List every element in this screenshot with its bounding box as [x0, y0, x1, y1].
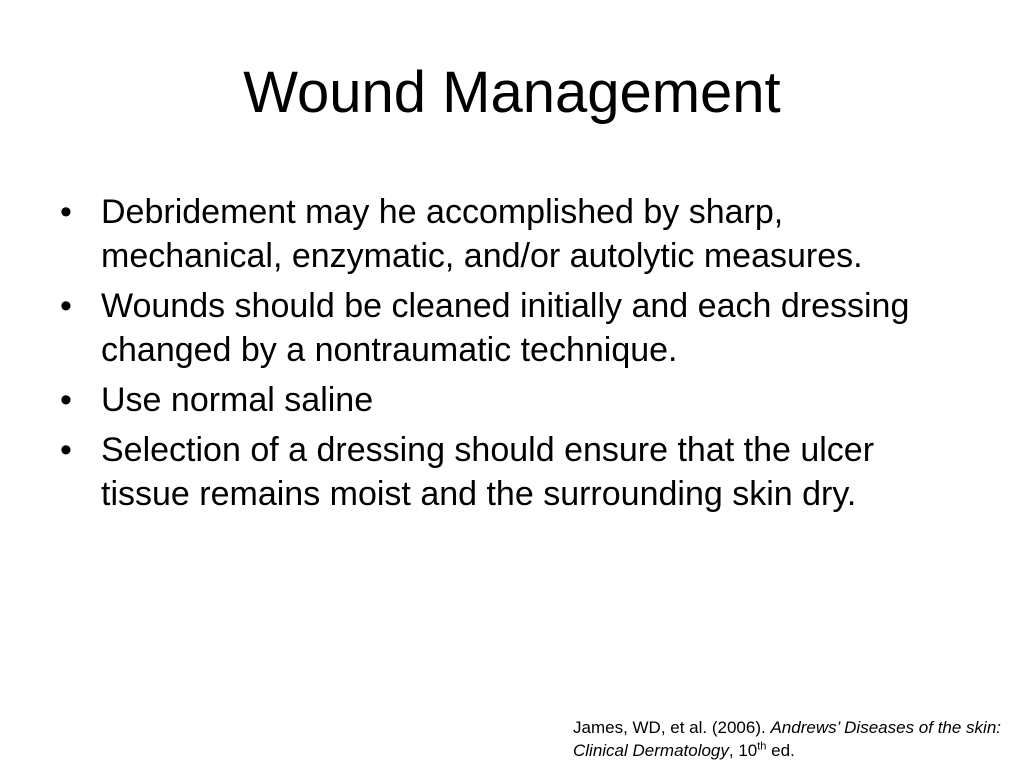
bullet-text: Selection of a dressing should ensure that the ulcer tissue remains moist and the surrounding skin dry. — [101, 431, 875, 513]
reference-book-title: Andrews’ Diseases of the skin: Clinical Dermatology — [573, 718, 1002, 760]
reference-edition-superscript: th — [757, 740, 767, 753]
bullet-symbol: • — [60, 431, 72, 469]
bullet-item — [60, 190, 960, 278]
bullet-item — [60, 284, 960, 372]
bullet-symbol: • — [60, 381, 72, 419]
bullet-item — [60, 428, 960, 516]
bullet-text: Use normal saline — [101, 381, 374, 419]
bullet-symbol: • — [60, 193, 72, 231]
reference-authors-year: James, WD, et al. (2006). — [573, 718, 771, 737]
bullet-text: Wounds should be cleaned initially and each dressing changed by a nontraumatic technique. — [101, 287, 910, 369]
reference-edition-suffix: ed. — [766, 741, 795, 760]
bullet-symbol: • — [60, 287, 72, 325]
reference-after-title: , 10 — [728, 741, 758, 760]
bullet-item — [60, 378, 960, 422]
bullet-list — [60, 190, 960, 522]
reference-citation — [573, 716, 1013, 762]
slide-title: Wound Management — [243, 60, 781, 125]
bullet-text: Debridement may he accomplished by sharp, mechanical, enzymatic, and/or autolytic measures. — [101, 193, 863, 275]
